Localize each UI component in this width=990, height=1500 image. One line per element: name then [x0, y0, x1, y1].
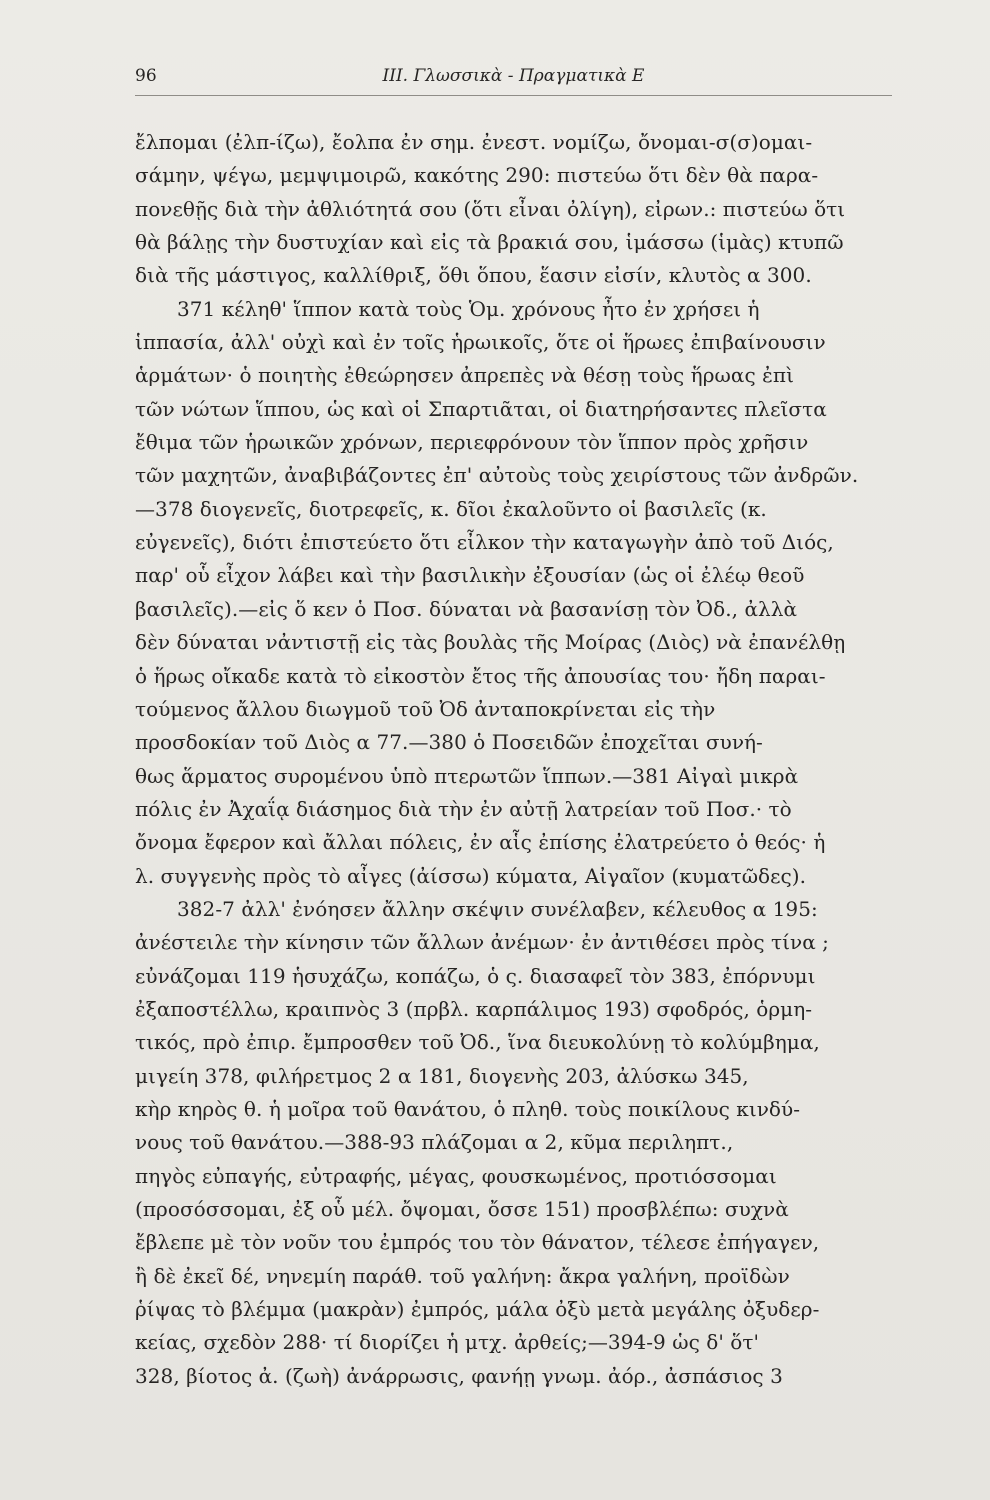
- running-title: III. Γλωσσικὰ - Πραγματικὰ Ε: [382, 66, 645, 86]
- text-line-30: κὴρ κηρὸς θ. ἡ μοῖρα τοῦ θανάτου, ὁ πληθ. τοὺς ποικίλους κινδύ-: [135, 1096, 801, 1121]
- text-line-17: ὁ ἥρως οἴκαδε κατὰ τὸ εἰκοστὸν ἔτος τῆς ἀπουσίας του· ἤδη παραι-: [135, 663, 826, 688]
- text-line-20: θως ἅρματος συρομένου ὑπὸ πτερωτῶν ἵππων.—381 Αἰγαὶ μικρὰ: [135, 763, 799, 788]
- body-text: [135, 126, 895, 1393]
- page-number: 96: [135, 66, 157, 86]
- text-line-38: 328, βίοτος ἀ. (ζωὴ) ἀνάρρωσις, φανήῃ γνωμ. ἀόρ., ἀσπάσιος 3: [135, 1363, 783, 1388]
- text-line-21: πόλις ἐν Ἀχαΐᾳ διάσημος διὰ τὴν ἐν αὐτῇ λατρείαν τοῦ Ποσ.· τὸ: [135, 796, 792, 821]
- text-line-29: μιγείη 378, φιλήρετμος 2 α 181, διογενὴς 203, ἀλύσκω 345,: [135, 1063, 749, 1088]
- text-line-37: κείας, σχεδὸν 288· τί διορίζει ἡ μτχ. ἀρθείς;—394-9 ὡς δ' ὅτ': [135, 1330, 760, 1355]
- text-line-15: βασιλεῖς).—εἰς ὅ κεν ὁ Ποσ. δύναται νὰ βασανίσῃ τὸν Ὀδ., ἀλλὰ: [135, 596, 798, 621]
- text-line-2: σάμην, ψέγω, μεμψιμοιρῶ, κακότης 290: πιστεύω ὅτι δὲν θὰ παρα-: [135, 163, 819, 188]
- page-header: [135, 66, 892, 96]
- text-line-14: παρ' οὗ εἶχον λάβει καὶ τὴν βασιλικὴν ἐξουσίαν (ὡς οἱ ἐλέῳ θεοῦ: [135, 563, 805, 588]
- text-line-31: νους τοῦ θανάτου.—388-93 πλάζομαι α 2, κῦμα περιληπτ.,: [135, 1130, 734, 1155]
- text-line-34: ἔβλεπε μὲ τὸν νοῦν του ἐμπρός του τὸν θάνατον, τέλεσε ἐπήγαγεν,: [135, 1230, 820, 1255]
- text-line-26: εὐνάζομαι 119 ἡσυχάζω, κοπάζω, ὁ ς. διασαφεῖ τὸν 383, ἐπόρνυμι: [135, 963, 816, 988]
- header-rule: [135, 95, 892, 96]
- text-line-5: διὰ τῆς μάστιγος, καλλίθριξ, ὅθι ὅπου, ἕασιν εἰσίν, κλυτὸς α 300.: [135, 263, 812, 288]
- text-line-3: πονεθῇς διὰ τὴν ἀθλιότητά σου (ὅτι εἶναι ὀλίγη), εἰρων.: πιστεύω ὅτι: [135, 196, 846, 221]
- text-line-27: ἐξαποστέλλω, κραιπνὸς 3 (πρβλ. καρπάλιμος 193) σφοδρός, ὁρμη-: [135, 996, 813, 1021]
- text-line-12: —378 διογενεῖς, διοτρεφεῖς, κ. δῖοι ἐκαλοῦντο οἱ βασιλεῖς (κ.: [135, 496, 767, 521]
- text-line-35: ἢ δὲ ἐκεῖ δέ, νηνεμίη παράθ. τοῦ γαλήνη: ἄκρα γαλήνη, προϊδὼν: [135, 1263, 790, 1288]
- text-line-18: τούμενος ἄλλου διωγμοῦ τοῦ Ὀδ ἀνταποκρίνεται εἰς τὴν: [135, 696, 716, 721]
- text-line-4: θὰ βάλῃς τὴν δυστυχίαν καὶ εἰς τὰ βρακιά σου, ἱμάσσω (ἱμὰς) κτυπῶ: [135, 230, 844, 255]
- text-line-36: ῥίψας τὸ βλέμμα (μακρὰν) ἐμπρός, μάλα ὀξὺ μετὰ μεγάλης ὀξυδερ-: [135, 1297, 820, 1322]
- text-line-1: ἔλπομαι (ἐλπ-ίζω), ἔολπα ἐν σημ. ἐνεστ. νομίζω, ὄνομαι-σ(σ)ομαι-: [135, 130, 813, 154]
- text-line-24: 382-7 ἀλλ' ἐνόησεν ἄλλην σκέψιν συνέλαβεν, κέλευθος α 195:: [177, 896, 818, 921]
- text-line-11: τῶν μαχητῶν, ἀναβιβάζοντες ἐπ' αὐτοὺς τοὺς χειρίστους τῶν ἀνδρῶν.: [135, 463, 859, 488]
- text-line-19: προσδοκίαν τοῦ Διὸς α 77.—380 ὁ Ποσειδῶν ἐποχεῖται συνή-: [135, 730, 763, 755]
- text-line-6: 371 κέληθ' ἵππον κατὰ τοὺς Ὁμ. χρόνους ἦτο ἐν χρήσει ἡ: [177, 296, 760, 321]
- text-line-28: τικός, πρὸ ἐπιρ. ἔμπροσθεν τοῦ Ὀδ., ἵνα διευκολύνῃ τὸ κολύμβημα,: [135, 1030, 820, 1055]
- text-line-8: ἁρμάτων· ὁ ποιητὴς ἐθεώρησεν ἀπρεπὲς νὰ θέσῃ τοὺς ἥρωας ἐπὶ: [135, 363, 794, 388]
- text-line-9: τῶν νώτων ἵππου, ὡς καὶ οἱ Σπαρτιᾶται, οἱ διατηρήσαντες πλεῖστα: [135, 396, 827, 421]
- text-line-22: ὄνομα ἔφερον καὶ ἄλλαι πόλεις, ἐν αἷς ἐπίσης ἐλατρεύετο ὁ θεός· ἡ: [135, 830, 826, 855]
- text-line-7: ἱππασία, ἀλλ' οὐχὶ καὶ ἐν τοῖς ἡρωικοῖς, ὅτε οἱ ἥρωες ἐπιβαίνουσιν: [135, 330, 826, 355]
- text-line-16: δὲν δύναται νἀντιστῇ εἰς τὰς βουλὰς τῆς Μοίρας (Διὸς) νὰ ἐπανέλθῃ: [135, 630, 846, 655]
- text-line-13: εὐγενεῖς), διότι ἐπιστεύετο ὅτι εἶλκον τὴν καταγωγὴν ἀπὸ τοῦ Διός,: [135, 530, 834, 555]
- text-line-25: ἀνέστειλε τὴν κίνησιν τῶν ἄλλων ἀνέμων· ἐν ἀντιθέσει πρὸς τίνα ;: [135, 930, 829, 955]
- text-line-23: λ. συγγενὴς πρὸς τὸ αἶγες (ἀίσσω) κύματα, Αἰγαῖον (κυματῶδες).: [135, 863, 807, 888]
- text-line-32: πηγὸς εὐπαγής, εὐτραφής, μέγας, φουσκωμένος, προτιόσσομαι: [135, 1163, 777, 1188]
- text-line-10: ἔθιμα τῶν ἡρωικῶν χρόνων, περιεφρόνουν τὸν ἵππον πρὸς χρῆσιν: [135, 430, 809, 455]
- text-line-33: (προσόσσομαι, ἐξ οὗ μέλ. ὄψομαι, ὄσσε 151) προσβλέπω: συχνὰ: [135, 1197, 789, 1221]
